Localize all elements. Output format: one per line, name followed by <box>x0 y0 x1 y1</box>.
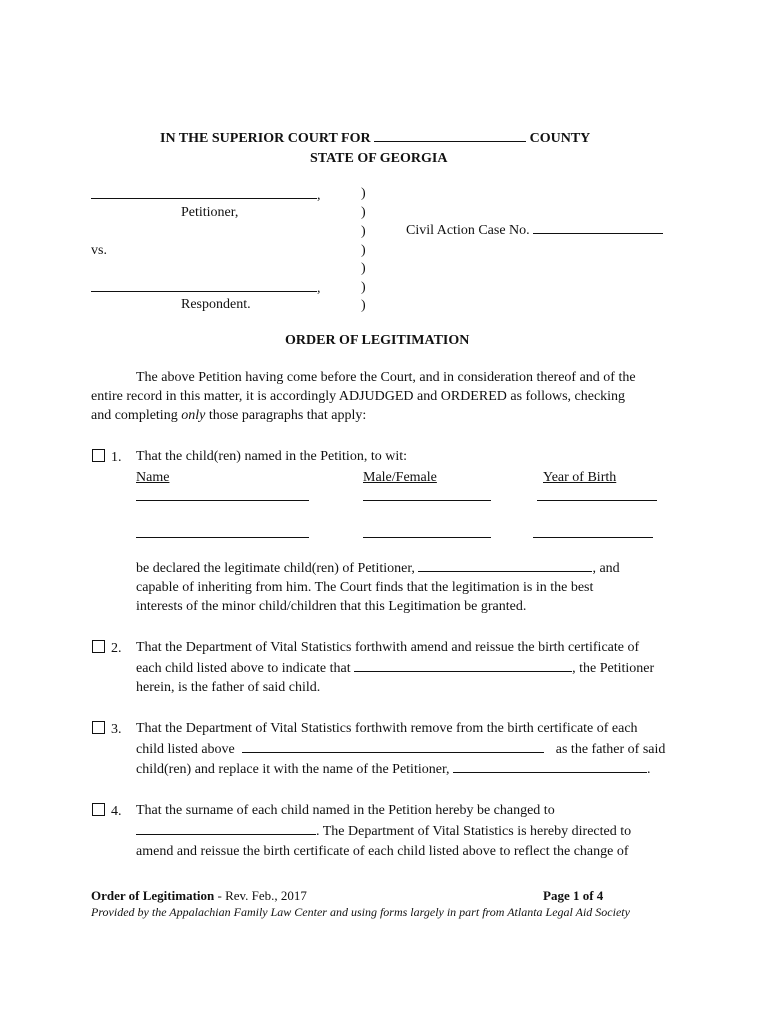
item-3-line-2-end: as the father of said <box>555 742 666 757</box>
intro-only-emphasis: only <box>181 408 206 423</box>
caption-paren: ) <box>361 298 366 313</box>
item-4-line-2-text: . The Department of Vital Statistics is hereby directed to <box>316 824 632 839</box>
item-3-line-3-start: child(ren) and replace it with the name of the Petitioner, <box>136 762 450 777</box>
footer-revision: - Rev. Feb., 2017 <box>214 888 307 903</box>
case-number-label: Civil Action Case No. <box>406 223 530 238</box>
respondent-name-blank[interactable] <box>91 290 317 292</box>
intro-line-3-start: and completing <box>91 408 182 423</box>
caption-paren: ) <box>361 186 366 201</box>
footer-form-info <box>91 888 307 904</box>
footer-provided-by: Provided by the Appalachian Family Law Center and using forms largely in part from Atlanta Legal Aid Society <box>91 905 630 919</box>
item-4-marker <box>92 803 122 820</box>
father-name-blank[interactable] <box>354 670 572 672</box>
caption-paren: ) <box>361 261 366 276</box>
col-header-year: Year of Birth <box>543 470 617 485</box>
item-3-line-1: That the Department of Vital Statistics forthwith remove from the birth certificate of each <box>136 721 638 736</box>
county-blank[interactable] <box>374 140 526 142</box>
item-1-cont-line-1 <box>136 561 620 577</box>
intro-line-1: The above Petition having come before the Court, and in consideration thereof and of the <box>136 370 636 385</box>
item-4-line-3: amend and reissue the birth certificate of each child listed above to reflect the change of <box>136 844 629 859</box>
footer-form-name: Order of Legitimation <box>91 888 215 903</box>
court-heading <box>160 131 590 147</box>
order-title: ORDER OF LEGITIMATION <box>285 333 470 348</box>
footer-page-number: Page 1 of 4 <box>543 888 604 903</box>
intro-line-3-end: those paragraphs that apply: <box>205 408 367 423</box>
respondent-label: Respondent. <box>181 297 251 312</box>
respondent-name-line <box>91 281 321 297</box>
court-prefix: IN THE SUPERIOR COURT FOR <box>160 131 371 146</box>
item-3-checkbox[interactable] <box>92 721 105 734</box>
petitioner-label: Petitioner, <box>181 205 239 220</box>
item-4-checkbox[interactable] <box>92 803 105 816</box>
item-2-line-1: That the Department of Vital Statistics forthwith amend and reissue the birth certificate of <box>136 640 640 655</box>
intro-line-3 <box>91 408 366 424</box>
child-name-blank[interactable] <box>136 537 309 538</box>
item-3-number: 3. <box>111 722 122 737</box>
case-number-blank[interactable] <box>533 232 663 234</box>
item-2-line-3: herein, is the father of said child. <box>136 680 321 695</box>
item-3-line-2 <box>136 742 665 758</box>
intro-line-2: entire record in this matter, it is accordingly ADJUDGED and ORDERED as follows, checking <box>91 389 626 404</box>
petitioner-blank[interactable] <box>418 570 592 572</box>
item-1-checkbox[interactable] <box>92 449 105 462</box>
caption-paren: ) <box>361 224 366 239</box>
removed-father-blank[interactable] <box>242 751 544 753</box>
caption-paren: ) <box>361 280 366 295</box>
item-3-marker <box>92 721 122 738</box>
child-year-blank[interactable] <box>533 537 653 538</box>
item-4-line-1: That the surname of each child named in the Petition hereby be changed to <box>136 803 555 818</box>
child-year-blank[interactable] <box>537 500 657 501</box>
item-3-line-3-end: . <box>647 762 651 777</box>
item-1-text: That the child(ren) named in the Petition, to wit: <box>136 449 407 464</box>
petitioner-name-line <box>91 188 321 204</box>
respondent-comma: , <box>317 281 321 296</box>
item-1-number: 1. <box>111 450 122 465</box>
col-header-name: Name <box>136 470 170 485</box>
item-2-checkbox[interactable] <box>92 640 105 653</box>
item-1-cont-end: , and <box>592 561 620 576</box>
child-name-blank[interactable] <box>136 500 309 501</box>
item-1-marker <box>92 449 122 466</box>
item-2-marker <box>92 640 122 657</box>
col-header-sex: Male/Female <box>363 470 437 485</box>
item-3-line-2-start: child listed above <box>136 742 235 757</box>
new-surname-blank[interactable] <box>136 833 316 835</box>
child-sex-blank[interactable] <box>363 537 491 538</box>
item-2-line-2 <box>136 661 654 677</box>
petitioner-name-blank[interactable] <box>91 197 317 199</box>
caption-paren: ) <box>361 243 366 258</box>
item-1-cont-line-3: interests of the minor child/children that this Legitimation be granted. <box>136 599 527 614</box>
case-number-field <box>406 223 663 239</box>
child-sex-blank[interactable] <box>363 500 491 501</box>
item-4-number: 4. <box>111 804 122 819</box>
item-1-cont-line-2: capable of inheriting from him. The Court finds that the legitimation is in the best <box>136 580 594 595</box>
state-heading: STATE OF GEORGIA <box>310 151 448 166</box>
petitioner-comma: , <box>317 188 321 203</box>
item-4-line-2 <box>136 824 631 840</box>
caption-paren: ) <box>361 205 366 220</box>
item-2-line-2-end: , the Petitioner <box>572 661 655 676</box>
court-suffix: COUNTY <box>529 131 591 146</box>
item-2-line-2-start: each child listed above to indicate that <box>136 661 351 676</box>
vs-label: vs. <box>91 243 107 258</box>
petitioner-name-blank-3[interactable] <box>453 771 647 773</box>
item-2-number: 2. <box>111 641 122 656</box>
item-3-line-3 <box>136 762 651 778</box>
item-1-cont-start: be declared the legitimate child(ren) of Petitioner, <box>136 561 415 576</box>
